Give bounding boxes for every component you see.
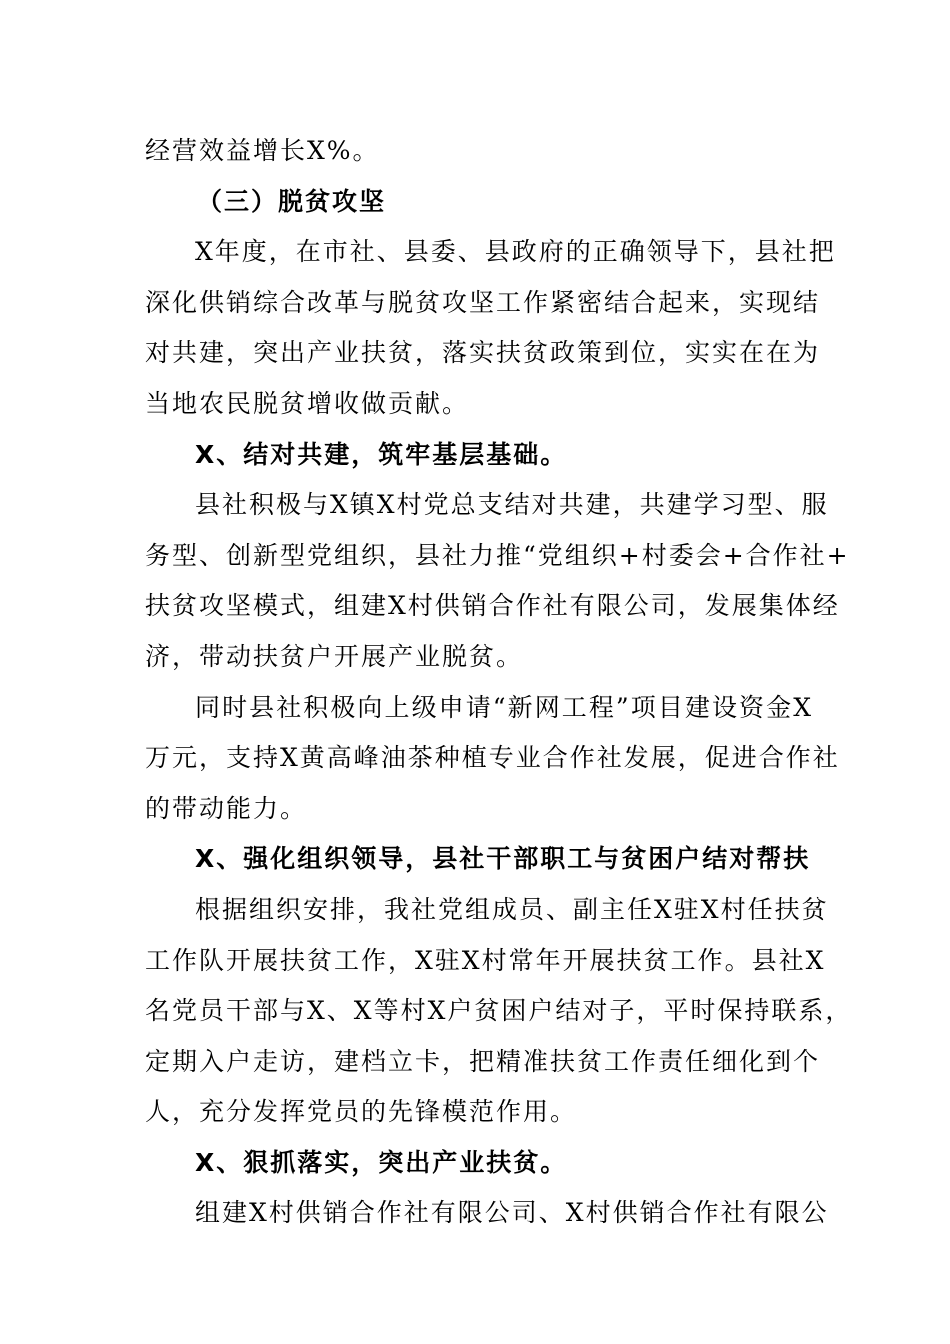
paragraph-line: 的带动能力。 [145, 793, 308, 823]
subsection-heading: X、强化组织领导，县社干部职工与贫困户结对帮扶 [195, 844, 811, 874]
section-heading: （三）脱贫攻坚 [197, 186, 387, 216]
subsection-heading: X、结对共建，筑牢基层基础。 [195, 439, 568, 469]
document-body [145, 126, 853, 1239]
paragraph-line: 根据组织安排，我社党组成员、副主任X驻X村任扶贫 [195, 894, 829, 924]
paragraph-line: 县社积极与X镇X村党总支结对共建，共建学习型、服 [195, 490, 829, 520]
paragraph-line: X年度，在市社、县委、县政府的正确领导下，县社把 [195, 237, 836, 267]
paragraph-line: 同时县社积极向上级申请“新网工程”项目建设资金X [195, 692, 813, 722]
paragraph-line: 名党员干部与X、X等村X户贫困户结对子，平时保持联系， [145, 996, 853, 1026]
paragraph-line: 济，带动扶贫户开展产业脱贫。 [145, 641, 524, 671]
paragraph-line: 人，充分发挥党员的先锋模范作用。 [145, 1097, 578, 1127]
paragraph-line: 深化供销综合改革与脱贫攻坚工作紧密结合起来，实现结 [145, 287, 821, 317]
subsection-heading: X、狠抓落实，突出产业扶贫。 [195, 1147, 568, 1177]
paragraph-line: 组建X村供销合作社有限公司、X村供销合作社有限公 [195, 1198, 829, 1228]
paragraph-line: 当地农民脱贫增收做贡献。 [145, 388, 470, 418]
paragraph-line: 万元，支持X黄高峰油茶种植专业合作社发展，促进合作社 [145, 743, 840, 773]
paragraph-line: 工作队开展扶贫工作，X驻X村常年开展扶贫工作。县社X [145, 945, 826, 975]
paragraph-line: 经营效益增长X%。 [145, 136, 380, 165]
paragraph-line: 对共建，突出产业扶贫，落实扶贫政策到位，实实在在为 [145, 338, 821, 368]
paragraph-line: 定期入户走访，建档立卡，把精准扶贫工作责任细化到个 [145, 1046, 821, 1076]
paragraph-line: 务型、创新型党组织，县社力推“党组织+村委会+合作社+ [145, 540, 850, 570]
paragraph-line: 扶贫攻坚模式，组建X村供销合作社有限公司，发展集体经 [145, 591, 840, 621]
